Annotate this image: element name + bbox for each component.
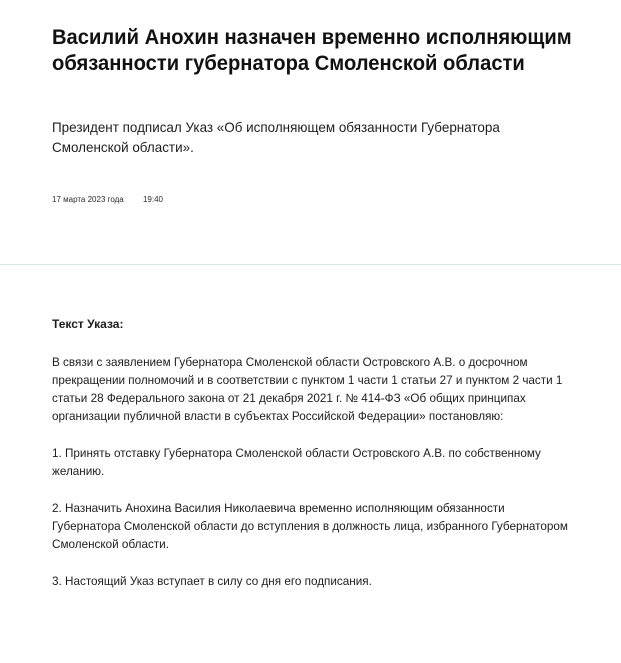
article-header	[52, 25, 572, 77]
decree-paragraph: В связи с заявлением Губернатора Смоленской области Островского А.В. о досрочном прекращении полномочий и в соответствии с пунктом 1 части 1 статьи 27 и пунктом 2 части 1 статьи 28 Федерального закона от 21 декабря 2021 г. № 414-ФЗ «Об общих принципах организации публичной власти в субъектах Российской Федерации» постановляю:	[52, 355, 563, 423]
article-time: 19:40	[142, 195, 164, 204]
article-date: 17 марта 2023 года	[52, 195, 124, 204]
decree-paragraph: 3. Настоящий Указ вступает в силу со дня его подписания.	[52, 574, 372, 588]
section-divider	[0, 264, 621, 265]
article-lead: Президент подписал Указ «Об исполняющем обязанности Губернатора Смоленской области».	[52, 119, 500, 155]
article-meta	[52, 194, 163, 206]
decree-text-section	[52, 315, 572, 590]
article-title: Василий Анохин назначен временно исполняющим обязанности губернатора Смоленской области	[52, 26, 572, 75]
decree-text-label: Текст Указа:	[52, 317, 124, 331]
decree-paragraph: 1. Принять отставку Губернатора Смоленской области Островского А.В. по собственному желанию.	[52, 446, 541, 478]
decree-paragraph: 2. Назначить Анохина Василия Николаевича временно исполняющим обязанности Губернатора Смоленской области до вступления в должность лица, избранного Губернатором Смоленской области.	[52, 501, 568, 551]
